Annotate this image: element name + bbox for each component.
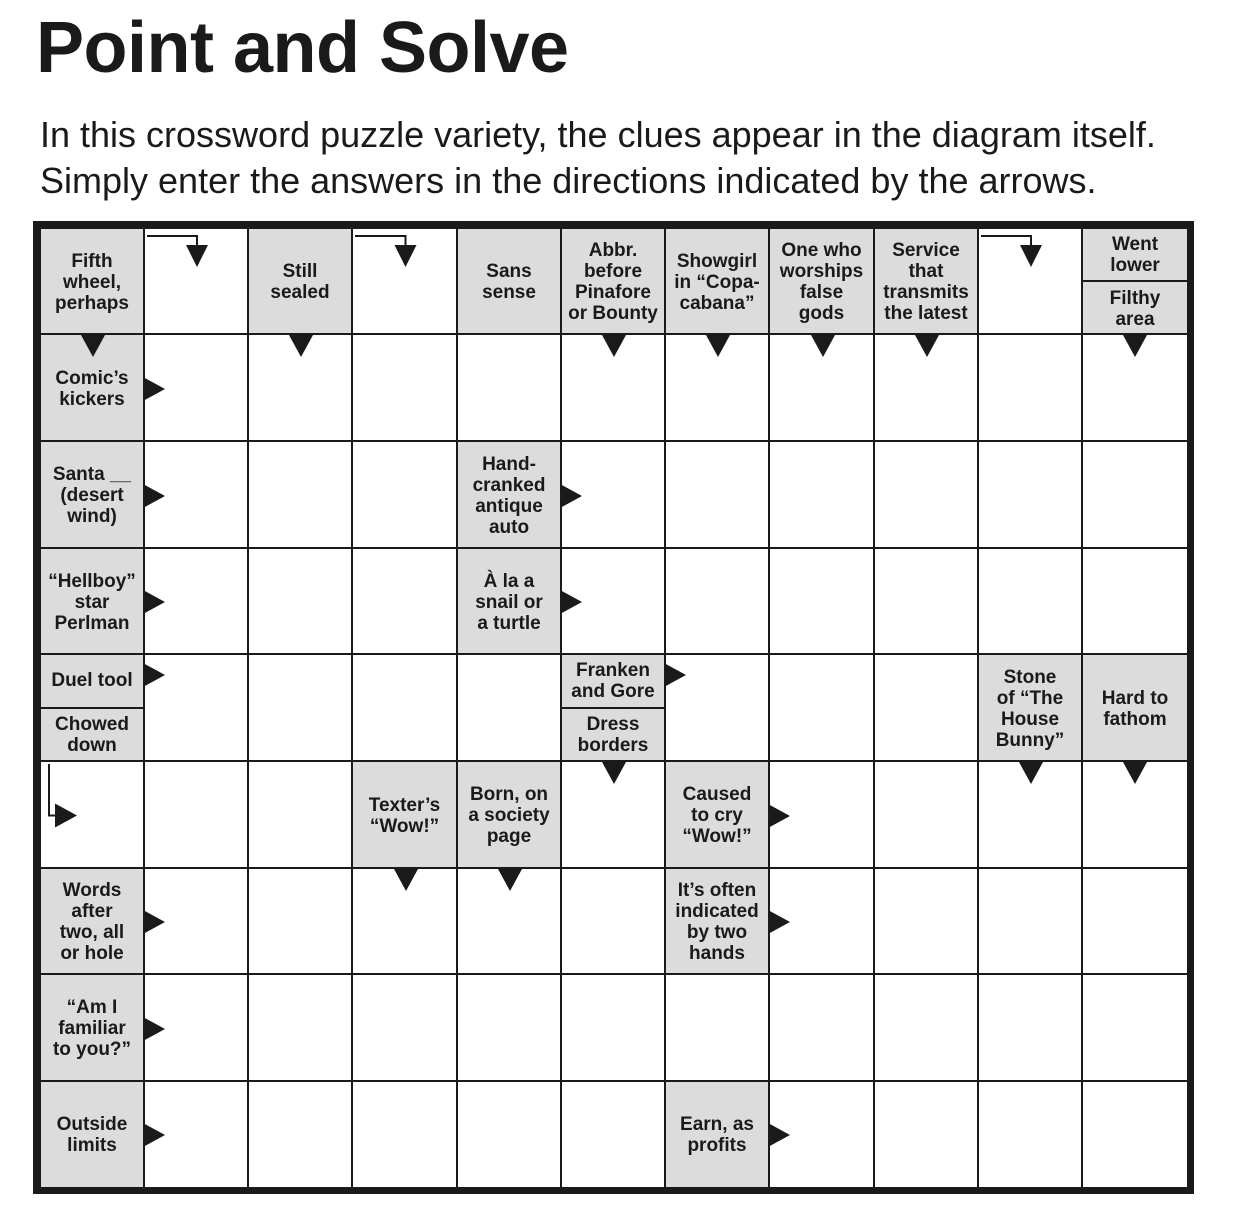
arrow-right-icon xyxy=(143,910,165,934)
clue-part xyxy=(979,655,1081,762)
answer-cell[interactable] xyxy=(353,335,458,442)
answer-cell[interactable] xyxy=(875,442,979,549)
clue-cell xyxy=(41,442,145,549)
arrow-down-icon xyxy=(1123,335,1147,357)
clue-text: Words after two, all or hole xyxy=(59,880,125,964)
answer-cell[interactable] xyxy=(249,655,353,762)
arrow-down-icon xyxy=(602,335,626,357)
clue-cell xyxy=(666,1082,770,1187)
arrow-right-icon xyxy=(143,377,165,401)
clue-part xyxy=(41,869,143,975)
answer-cell[interactable] xyxy=(979,335,1083,442)
clue-part xyxy=(41,549,143,655)
clue-cell xyxy=(249,229,353,335)
answer-cell[interactable] xyxy=(562,975,666,1082)
clue-text: Duel tool xyxy=(51,670,133,692)
clue-text: Filthy area xyxy=(1109,287,1161,330)
clue-part xyxy=(41,709,143,763)
answer-cell[interactable] xyxy=(979,1082,1083,1187)
answer-cell[interactable] xyxy=(770,655,875,762)
clue-text: “Hellboy” star Perlman xyxy=(48,570,136,634)
bent-arrow-down-icon xyxy=(353,229,458,335)
clue-part xyxy=(770,229,873,335)
answer-cell[interactable] xyxy=(145,762,249,869)
arrow-down-icon xyxy=(289,335,313,357)
instructions-line-1: In this crossword puzzle variety, the clues appear in the diagram itself. xyxy=(40,114,1156,155)
clue-cell xyxy=(458,762,562,869)
arrow-right-icon xyxy=(768,910,790,934)
answer-cell[interactable] xyxy=(666,442,770,549)
arrow-down-icon xyxy=(915,335,939,357)
arrow-down-icon xyxy=(1019,762,1043,784)
clue-text: À la a snail or a turtle xyxy=(475,570,543,634)
clue-part xyxy=(562,709,664,763)
clue-text: “Am I familiar to you?” xyxy=(52,997,132,1060)
clue-cell xyxy=(666,229,770,335)
arrow-right-icon xyxy=(143,1017,165,1041)
clue-text: Santa __ (desert wind) xyxy=(52,464,132,527)
answer-cell[interactable] xyxy=(770,442,875,549)
answer-cell[interactable] xyxy=(458,975,562,1082)
answer-cell[interactable] xyxy=(458,655,562,762)
arrow-right-icon xyxy=(768,1123,790,1147)
clue-cell xyxy=(562,229,666,335)
answer-cell[interactable] xyxy=(770,975,875,1082)
clue-cell xyxy=(1083,655,1187,762)
answer-cell[interactable] xyxy=(353,549,458,655)
answer-cell[interactable] xyxy=(562,869,666,975)
arrow-down-icon xyxy=(394,869,418,891)
clue-text: Earn, as profits xyxy=(680,1113,754,1156)
clue-part xyxy=(666,762,768,869)
clue-part xyxy=(562,655,664,709)
clue-text: Texter’s “Wow!” xyxy=(368,794,441,837)
clue-part xyxy=(666,869,768,975)
clue-cell xyxy=(666,762,770,869)
clue-text: Hand- cranked antique auto xyxy=(472,453,546,538)
answer-cell[interactable] xyxy=(249,442,353,549)
clue-text: Still sealed xyxy=(270,261,330,303)
arrow-down-icon xyxy=(1123,762,1147,784)
clue-cell xyxy=(979,655,1083,762)
bent-arrow-right-icon xyxy=(41,762,145,869)
answer-cell[interactable] xyxy=(1083,869,1187,975)
arrow-right-icon xyxy=(143,590,165,614)
clue-cell xyxy=(41,869,145,975)
clue-text: Showgirl in “Copa- cabana” xyxy=(674,250,760,314)
clue-part xyxy=(1083,655,1187,762)
answer-cell[interactable] xyxy=(249,762,353,869)
clue-text: Caused to cry “Wow!” xyxy=(682,784,752,847)
answer-cell[interactable] xyxy=(1083,442,1187,549)
clue-cell xyxy=(41,975,145,1082)
instructions-line-2: Simply enter the answers in the directions indicated by the arrows. xyxy=(40,160,1097,201)
arrow-right-icon xyxy=(560,484,582,508)
answer-cell[interactable] xyxy=(666,975,770,1082)
puzzle-title: Point and Solve xyxy=(36,8,569,88)
clue-cell xyxy=(770,229,875,335)
answer-cell[interactable] xyxy=(875,1082,979,1187)
answer-cell[interactable] xyxy=(875,655,979,762)
clue-part xyxy=(41,975,143,1082)
clue-part xyxy=(41,1082,143,1187)
clue-text: Service that transmits the latest xyxy=(883,240,969,324)
clue-text: Comic’s kickers xyxy=(55,367,129,410)
arrow-down-icon xyxy=(602,762,626,784)
answer-cell[interactable] xyxy=(1083,549,1187,655)
clue-part xyxy=(875,229,977,335)
arrow-down-icon xyxy=(81,335,105,357)
clue-part xyxy=(458,549,560,655)
clue-part xyxy=(41,655,143,709)
answer-cell[interactable] xyxy=(353,655,458,762)
answer-cell[interactable] xyxy=(458,1082,562,1187)
clue-cell xyxy=(458,442,562,549)
arrow-right-icon xyxy=(768,804,790,828)
clue-part xyxy=(41,442,143,549)
arrow-right-icon xyxy=(664,663,686,687)
answer-cell[interactable] xyxy=(249,975,353,1082)
answer-cell[interactable] xyxy=(249,1082,353,1187)
clue-part xyxy=(458,229,560,335)
answer-cell[interactable] xyxy=(979,442,1083,549)
clue-part xyxy=(41,229,143,335)
answer-cell[interactable] xyxy=(979,549,1083,655)
arrow-right-icon xyxy=(143,484,165,508)
answer-cell[interactable] xyxy=(249,869,353,975)
clue-part xyxy=(1083,229,1187,282)
answer-cell[interactable] xyxy=(353,1082,458,1187)
clue-text: Fifth wheel, perhaps xyxy=(55,250,129,314)
clue-cell xyxy=(458,229,562,335)
bent-arrow-down-icon xyxy=(979,229,1083,335)
clue-text: One who worships false gods xyxy=(779,240,864,324)
clue-text: Outside limits xyxy=(56,1113,128,1156)
answer-cell[interactable] xyxy=(770,549,875,655)
clue-text: Hard to fathom xyxy=(1101,687,1169,730)
answer-cell[interactable] xyxy=(875,975,979,1082)
clue-cell xyxy=(458,549,562,655)
crossword-grid xyxy=(41,229,1187,1187)
clue-part xyxy=(353,762,456,869)
answer-cell[interactable] xyxy=(562,1082,666,1187)
answer-cell[interactable] xyxy=(979,869,1083,975)
arrow-right-icon xyxy=(143,663,165,687)
clue-cell xyxy=(875,229,979,335)
clue-cell xyxy=(41,655,145,762)
clue-cell xyxy=(41,229,145,335)
arrow-right-icon xyxy=(143,1123,165,1147)
arrow-down-icon xyxy=(498,869,522,891)
clue-part xyxy=(562,229,664,335)
arrow-right-icon xyxy=(560,590,582,614)
answer-cell[interactable] xyxy=(249,549,353,655)
clue-text: Stone of “The House Bunny” xyxy=(995,666,1065,751)
bent-arrow-down-icon xyxy=(145,229,249,335)
crossword-frame xyxy=(33,221,1194,1194)
clue-text: It’s often indicated by two hands xyxy=(675,880,759,964)
answer-cell[interactable] xyxy=(458,335,562,442)
answer-cell[interactable] xyxy=(353,442,458,549)
puzzle-instructions xyxy=(40,112,1156,204)
answer-cell[interactable] xyxy=(666,549,770,655)
clue-part xyxy=(458,762,560,869)
answer-cell[interactable] xyxy=(1083,975,1187,1082)
clue-text: Chowed down xyxy=(55,714,129,757)
clue-cell xyxy=(666,869,770,975)
clue-part xyxy=(458,442,560,549)
answer-cell[interactable] xyxy=(353,975,458,1082)
clue-text: Dress borders xyxy=(577,714,649,757)
clue-cell xyxy=(562,655,666,762)
clue-cell xyxy=(353,762,458,869)
clue-text: Went lower xyxy=(1110,233,1160,276)
clue-part xyxy=(249,229,351,335)
clue-cell xyxy=(41,549,145,655)
clue-part xyxy=(666,1082,768,1187)
clue-text: Born, on a society page xyxy=(468,784,550,847)
answer-cell[interactable] xyxy=(875,549,979,655)
clue-part xyxy=(1083,282,1187,335)
arrow-down-icon xyxy=(811,335,835,357)
clue-cell xyxy=(41,1082,145,1187)
arrow-down-icon xyxy=(706,335,730,357)
clue-text: Sans sense xyxy=(482,261,536,303)
answer-cell[interactable] xyxy=(1083,1082,1187,1187)
answer-cell[interactable] xyxy=(875,762,979,869)
answer-cell[interactable] xyxy=(979,975,1083,1082)
clue-part xyxy=(666,229,768,335)
clue-cell xyxy=(1083,229,1187,335)
clue-text: Abbr. before Pinafore or Bounty xyxy=(568,240,658,324)
clue-text: Franken and Gore xyxy=(571,659,655,702)
answer-cell[interactable] xyxy=(875,869,979,975)
